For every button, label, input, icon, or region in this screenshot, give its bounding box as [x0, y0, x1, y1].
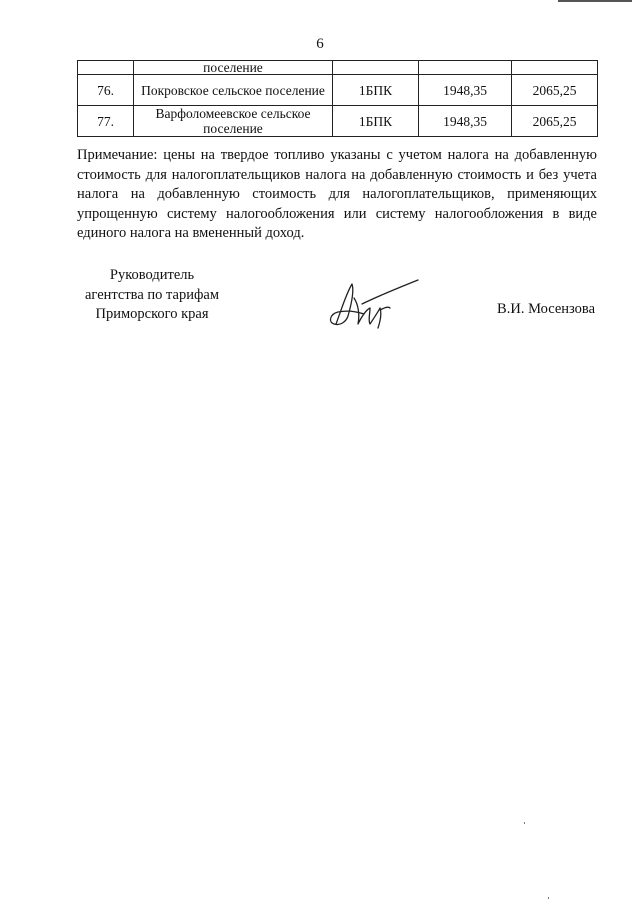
cell-price-without-vat: 2065,25 [512, 106, 598, 137]
cell-fuel-type: 1БПК [333, 106, 419, 137]
scan-speck [524, 822, 525, 824]
cell-settlement: Варфоломеевское сельское поселение [134, 106, 333, 137]
scan-edge-mark [558, 0, 632, 2]
footnote-note: Примечание: цены на твердое топливо указаны с учетом налога на добавленную стоимость для налогоплательщиков налога на добавленную стоимость и без учета налога на добавленную стоимость для налогоплательщиков, применяющих упрощенную систему налогообложения или систему налогообложения в виде единого налога на вмененный доход. [77, 147, 597, 241]
signer-position-line: Руководитель [109, 267, 195, 283]
signer-position [77, 266, 227, 325]
cell-price-with-vat: 1948,35 [419, 75, 512, 106]
cell-number [78, 61, 134, 75]
cell-price-without-vat [512, 61, 598, 75]
cell-number: 76. [78, 75, 134, 106]
table-row-continued [78, 61, 598, 75]
table-row [78, 75, 598, 106]
cell-fuel-type [333, 61, 419, 75]
cell-price-with-vat [419, 61, 512, 75]
table-row [78, 106, 598, 137]
signer-position-line: агентства по тарифам [85, 286, 219, 303]
cell-price-with-vat: 1948,35 [419, 106, 512, 137]
fuel-price-table [77, 60, 598, 137]
cell-price-without-vat: 2065,25 [512, 75, 598, 106]
signer-name: В.И. Мосензова [497, 301, 595, 317]
scan-speck [548, 897, 549, 899]
signer-position-line: Приморского края [95, 306, 209, 322]
cell-settlement: поселение [134, 61, 333, 75]
cell-settlement: Покровское сельское поселение [134, 75, 333, 106]
cell-number: 77. [78, 106, 134, 137]
page-number: 6 [316, 36, 324, 52]
handwritten-signature [318, 274, 422, 332]
cell-fuel-type: 1БПК [333, 75, 419, 106]
